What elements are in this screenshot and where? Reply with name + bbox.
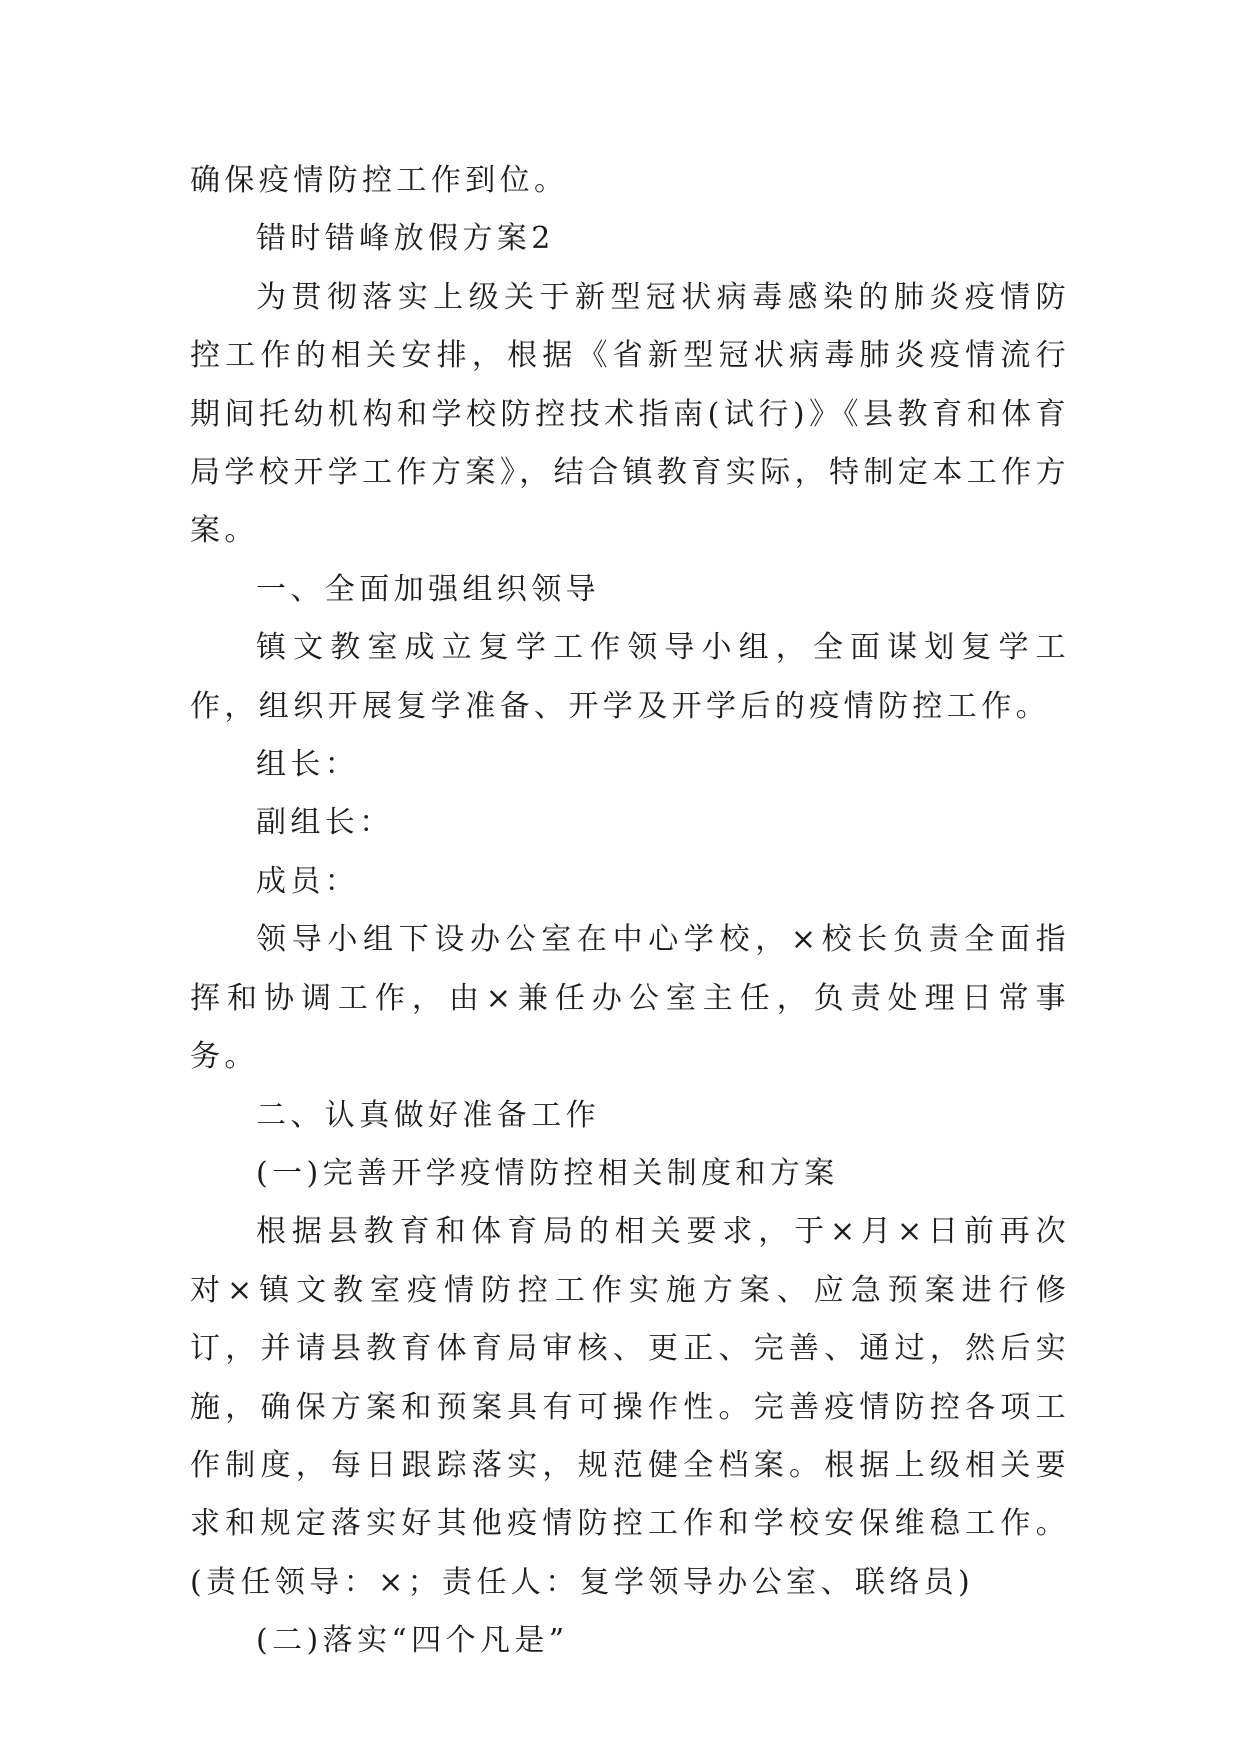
paragraph-continuation: 确保疫情防控工作到位。 xyxy=(190,163,569,198)
paragraph-intro: 为贯彻落实上级关于新型冠状病毒感染的肺炎疫情防控工作的相关安排，根据《省新型冠状病毒肺炎疫情流行期间托幼机构和学校防控技术指南(试行)》《县教育和体育局学校开学工作方案》，结合镇教育实际，特制定本工作方案。 xyxy=(190,279,1070,549)
subheading-one: (一)完善开学疫情防控相关制度和方案 xyxy=(256,1155,839,1191)
subheading-two: (二)落实“四个凡是” xyxy=(256,1623,569,1659)
paragraph-office: 领导小组下设办公室在中心学校，×校长负责全面指挥和协调工作，由×兼任办公室主任，负责处理日常事务。 xyxy=(190,922,1070,1075)
paragraph-plan: 根据县教育和体育局的相关要求，于×月×日前再次对×镇文教室疫情防控工作实施方案、应急预案进行修订，并请县教育体育局审核、更正、完善、通过，然后实施，确保方案和预案具有可操作性。完善疫情防控各项工作制度，每日跟踪落实，规范健全档案。根据上级相关要求和规定落实好其他疫情防控工作和学校安保维稳工作。(责任领导：×；责任人：复学领导办公室、联络员) xyxy=(190,1214,1070,1600)
paragraph-leadership: 镇文教室成立复学工作领导小组，全面谋划复学工作，组织开展复学准备、开学及开学后的疫情防控工作。 xyxy=(190,630,1070,724)
label-deputy-leader: 副组长： xyxy=(256,805,394,841)
label-members: 成员： xyxy=(256,863,360,899)
heading-one: 一、全面加强组织领导 xyxy=(256,571,600,607)
label-leader: 组长： xyxy=(256,747,360,783)
document-body xyxy=(190,152,1070,1671)
section-title: 错时错峰放假方案2 xyxy=(256,221,555,257)
heading-two: 二、认真做好准备工作 xyxy=(256,1097,600,1133)
